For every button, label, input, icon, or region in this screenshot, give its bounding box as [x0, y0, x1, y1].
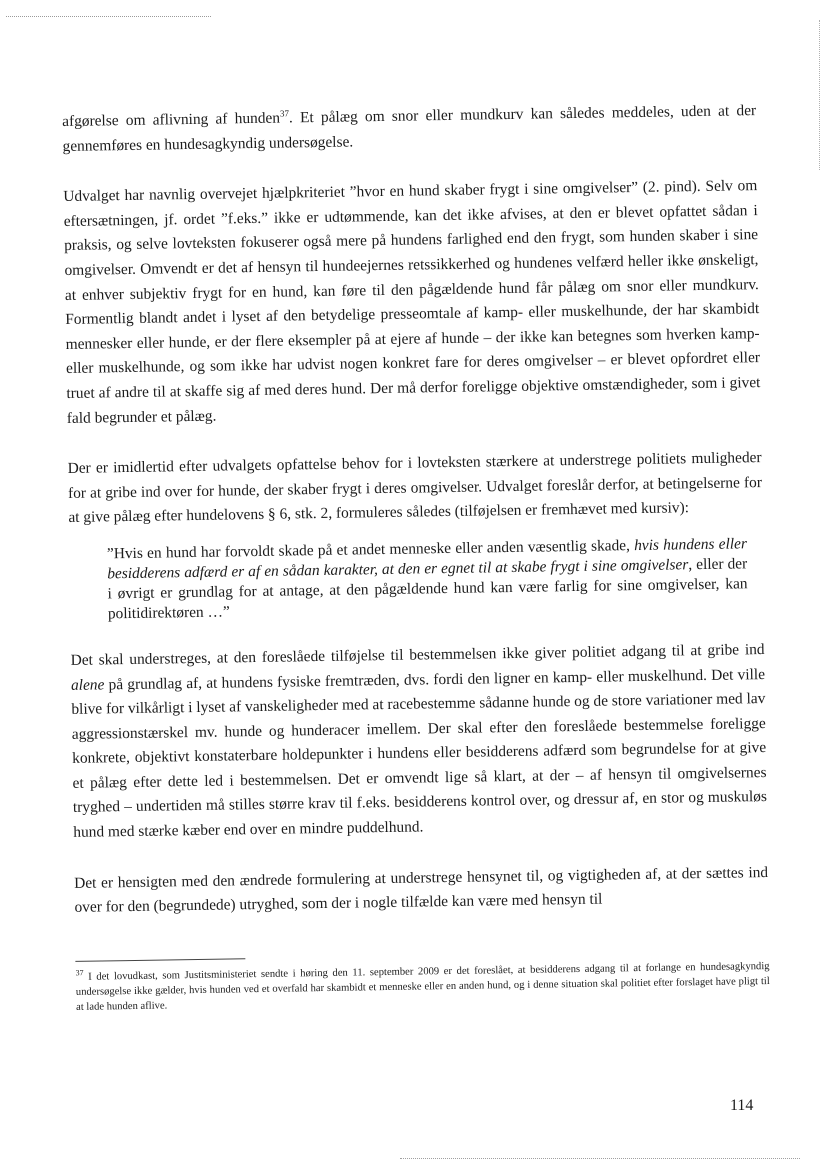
- proposed-text-quote: [107, 534, 748, 624]
- paragraph-2: Udvalget har navnlig overvejet hjælpkriteriet ”hvor en hund skaber frygt i sine omgivelser” (2. pind). Selv om eftersætningen, jf. ordet ”f.eks.” ikke er udtømmende, kan det ikke afvises, at den er blevet opfattet sådan i praksis, og selve lovteksten fokuserer også mere på hundens farlighed end den frygt, som hunden skaber i sine omgivelser. Omvendt er det af hensyn til hundeejernes retssikkerhed og hundenes velfærd heller ikke ønskeligt, at enhver subjektiv frygt for en hund, kan føre til den pågældende hund får pålæg om snor eller mundkurv. Formentlig blandt andet i lyset af den betydelige presseomtale af kamp- eller muskelhunde, der har skambidt mennesker eller hunde, er der flere eksempler på at ejere af hunde – der ikke kan betegnes som hverken kamp- eller muskelhunde, og som ikke har udvist nogen konkret fare for deres omgivelser – er blevet opfordret eller truet af andre til at skaffe sig af med deres hund. Der må derfor foreligge objektive omstændigheder, som i givet fald begrunder et pålæg.: [63, 177, 761, 427]
- scan-artifact-right: [819, 20, 820, 170]
- paragraph-4-italic: alene: [70, 675, 105, 694]
- footnote-separator: [75, 958, 245, 962]
- paragraph-1-text-cont: . Et pålæg om snor eller mundkurv kan således meddeles, uden at der gennemføres en hundesagkyndig undersøgelse.: [62, 102, 757, 155]
- page-body: [62, 99, 770, 1015]
- scan-artifact-top: [6, 16, 211, 17]
- quote-italic-addition: hvis hundens eller besidderens adfærd er af en sådan karakter, at den er egnet til at skabe frygt i sine omgivelser: [107, 535, 748, 583]
- footnote-37: [76, 959, 771, 1015]
- scan-artifact-bottom: [400, 1158, 800, 1159]
- paragraph-5: Det er hensigten med den ændrede formulering at understrege hensynet til, og vigtigheden af, at der sættes ind over for den (begrundede) utryghed, som der i nogle tilfælde kan være med hensyn til: [74, 863, 769, 917]
- paragraph-4-text: Det skal understreges, at den foreslåede tilføjelse til bestemmelsen ikke giver politiet adgang til at gribe ind: [70, 640, 765, 669]
- page-number: 114: [730, 1097, 754, 1114]
- paragraph-1-text: afgørelse om aflivning af hunden: [62, 109, 281, 130]
- quote-text: ”Hvis en hund har forvoldt skade på et andet menneske eller anden væsentlig skade,: [106, 536, 635, 563]
- paragraph-4-text-cont: på grundlag af, at hundens fysiske fremtræden, dvs. fordi den ligner en kamp- eller muskelhund. Det ville blive for vilkårligt i lyset af vanskeligheder med at racebestemme sådanne hunde og de store variationer med lav aggressionstærskel mv. hunde og hunderacer imellem. Der skal efter den foreslåede bestemmelse foreligge konkrete, objektivt konstaterbare holdepunkter i hundens eller besidderens adfærd som begrundelse for at give et pålæg efter dette led i bestemmelsen. Det er omvendt lige så klart, at der – af hensyn til omgivelsernes tryghed – undertiden må stilles større krav til f.eks. besidderens kontrol over, og dressur af, en stor og muskuløs hund med stærke kæber end over en mindre puddelhund.: [71, 665, 768, 841]
- footnote-mark: 37: [75, 968, 84, 978]
- footnote-reference[interactable]: 37: [279, 108, 289, 119]
- quote-text-end: , eller der i øvrigt er grundlag for at antage, at den pågældende hund kan være farlig for sine omgivelser, kan politidirektøren …”: [107, 555, 748, 623]
- paragraph-3: Der er imidlertid efter udvalgets opfattelse behov for i lovteksten stærkere at understrege politiets muligheder for at gribe ind over for hunde, der skaber frygt i deres omgivelser. Udvalget foreslår derfor, at betingelserne for at give pålæg efter hundelovens § 6, stk. 2, formuleres således (tilføjelsen er fremhævet med kursiv):: [67, 449, 763, 527]
- paragraph-4: [70, 638, 767, 846]
- footnote-text: I det lovudkast, som Justitsministeriet sendte i høring den 11. september 2009 er det foreslået, at besidderens adgang til at forlange en hundesagkyndig undersøgelse ikke gælder, hvis hunden ved et overfald har skambidt et menneske eller en anden hund, og i denne situation skal politiet efter forslaget have pligt til at lade hunden aflive.: [75, 960, 770, 1013]
